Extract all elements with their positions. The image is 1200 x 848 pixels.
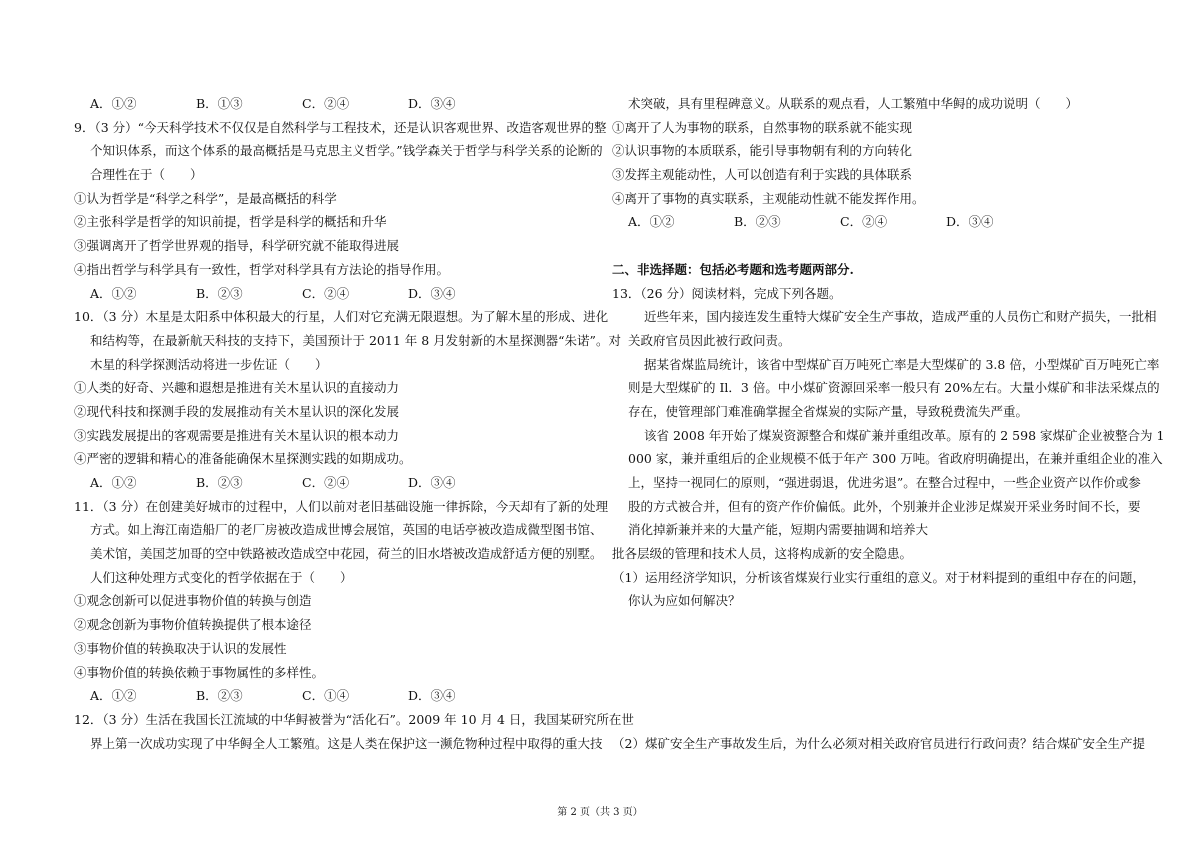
passage-line: 该省 2008 年开始了煤炭资源整合和煤矿兼并重组改革。原有的 2 598 家煤矿企业被整合为 1 bbox=[644, 427, 1165, 443]
option-a: A．①② bbox=[90, 688, 137, 704]
passage-line: 000 家，兼并重组后的企业规模不低于年产 300 万吨。省政府明确提出，在兼并重组企业的准入 bbox=[628, 451, 1163, 467]
option-b: B．②③ bbox=[196, 285, 243, 301]
passage-line: 关政府官员因此被行政问责。 bbox=[628, 332, 791, 348]
statement-item: ①观念创新可以促进事物价值的转换与创造 bbox=[74, 593, 312, 609]
question-stem-line: 12．（3 分）生活在我国长江流域的中华鲟被誉为“活化石”。2009 年 10 月 4 日，我国某研究所在世 bbox=[74, 711, 634, 727]
statement-item: ②现代科技和探测手段的发展推动有关木星认识的深化发展 bbox=[74, 403, 400, 419]
question-stem-line: 美术馆，美国芝加哥的空中铁路被改造成空中花园，荷兰的旧水塔被改造成舒适方便的别墅。 bbox=[90, 546, 603, 562]
right-column bbox=[612, 92, 1165, 755]
sub-question-1: （1）运用经济学知识，分析该省煤炭行业实行重组的意义。对于材料提到的重组中存在的问题， bbox=[612, 569, 1145, 585]
question-13-header: 13．（26 分）阅读材料，完成下列各题。 bbox=[612, 285, 842, 301]
statement-item: ④事物价值的转换依赖于事物属性的多样性。 bbox=[74, 664, 325, 680]
passage-line: 存在，使管理部门难准确掌握全省煤炭的实际产量，导致税费流失严重。 bbox=[628, 403, 1029, 419]
option-c: C．②④ bbox=[302, 96, 350, 111]
q10-options bbox=[74, 471, 602, 495]
passage-line: 消化掉新兼并来的大量产能，短期内需要抽调和培养大 bbox=[628, 522, 929, 538]
question-stem-line: 界上第一次成功实现了中华鲟全人工繁殖。这是人类在保护这一濒危物种过程中取得的重大技 bbox=[90, 735, 603, 751]
option-b: B．①③ bbox=[196, 96, 243, 111]
sub-question-1-cont: 你认为应如何解决？ bbox=[628, 593, 741, 609]
option-d: D．③④ bbox=[408, 688, 456, 704]
statement-item: ③事物价值的转换取决于认识的发展性 bbox=[74, 640, 287, 656]
sub-question-2: （2）煤矿安全生产事故发生后，为什么必须对相关政府官员进行行政问责？结合煤矿安全生产提 bbox=[612, 735, 1145, 751]
statement-item: ②观念创新为事物价值转换提供了根本途径 bbox=[74, 617, 312, 633]
section-heading: 二、非选择题：包括必考题和选考题两部分. bbox=[612, 261, 854, 277]
question-stem-line: 和结构等，在最新航天科技的支持下，美国预计于 2011 年 8 月发射新的木星探测器“朱诺”。对 bbox=[90, 332, 621, 348]
question-stem-line: 人们这种处理方式变化的哲学依据在于（ ） bbox=[90, 569, 353, 585]
question-stem-line: 9．（3 分）“今天科学技术不仅仅是自然科学与工程技术，还是认识客观世界、改造客观世界的整 bbox=[74, 119, 607, 135]
statement-item: ②主张科学是哲学的知识前提，哲学是科学的概括和升华 bbox=[74, 214, 387, 230]
option-c: C．②④ bbox=[302, 475, 350, 490]
answer-space bbox=[612, 661, 1134, 685]
answer-space bbox=[612, 708, 1134, 732]
question-9 bbox=[74, 116, 607, 306]
q11-options bbox=[74, 684, 602, 708]
question-stem-line: 方式。如上海江南造船厂的老厂房被改造成世博会展馆，英国的电话亭被改造成微型图书馆、 bbox=[90, 522, 603, 538]
option-c: C．②④ bbox=[840, 214, 888, 230]
question-12 bbox=[74, 708, 634, 755]
statement-item: ③实践发展提出的客观需要是推进有关木星认识的根本动力 bbox=[74, 427, 400, 443]
question-stem-line: 木星的科学探测活动将进一步佐证（ ） bbox=[90, 356, 328, 372]
statement-item: ②认识事物的本质联系，能引导事物朝有利的方向转化 bbox=[612, 143, 913, 159]
passage-line: 批各层级的管理和技术人员，这将构成新的安全隐患。 bbox=[612, 546, 913, 562]
spacer bbox=[612, 234, 1134, 258]
question-stem-line: 术突破，具有里程碑意义。从联系的观点看，人工繁殖中华鲟的成功说明（ ） bbox=[628, 96, 1079, 111]
passage-line: 则是大型煤矿的 Il．3 倍。中小煤矿资源回采率一般只有 20%左右。大量小煤矿和非法采煤点的 bbox=[628, 380, 1160, 396]
question-stem-line: 10．（3 分）木星是太阳系中体积最大的行星，人们对它充满无限遐想。为了解木星的形成、进化 bbox=[74, 309, 609, 325]
passage-line: 股的方式被合并，但有的资产作价偏低。此外，个别兼并企业涉足煤炭开采业务时间不长，要 bbox=[628, 498, 1141, 514]
option-c: C．①④ bbox=[302, 688, 350, 704]
option-a: A．①② bbox=[90, 475, 137, 490]
answer-space bbox=[612, 637, 1134, 661]
question-stem-line: 11．（3 分）在创建美好城市的过程中，人们以前对老旧基础设施一律拆除，今天却有了新的处理 bbox=[74, 498, 609, 514]
passage-line: 近些年来，国内接连发生重特大煤矿安全生产事故，造成严重的人员伤亡和财产损失，一批相 bbox=[644, 309, 1157, 325]
q8-options bbox=[74, 92, 602, 116]
question-10 bbox=[74, 305, 621, 495]
statement-item: ①离开了人为事物的联系，自然事物的联系就不能实现 bbox=[612, 119, 913, 135]
option-d: D．③④ bbox=[946, 214, 994, 230]
answer-space bbox=[612, 684, 1134, 708]
option-a: A．①② bbox=[90, 285, 137, 301]
statement-item: ④严密的逻辑和精心的准备能确保木星探测实践的如期成功。 bbox=[74, 451, 412, 467]
option-b: B．②③ bbox=[734, 214, 781, 230]
statement-item: ③发挥主观能动性，人可以创造有利于实践的具体联系 bbox=[612, 167, 913, 183]
option-d: D．③④ bbox=[408, 96, 456, 111]
option-d: D．③④ bbox=[408, 475, 456, 490]
question-stem-line: 个知识体系，而这个体系的最高概括是马克思主义哲学。”钱学森关于哲学与科学关系的论断的 bbox=[90, 143, 603, 159]
statement-item: ③强调离开了哲学世界观的指导，科学研究就不能取得进展 bbox=[74, 238, 400, 254]
passage-line: 上，坚持一视同仁的原则，“强进弱退，优进劣退”。在整合过程中，一些企业资产以作价或参 bbox=[628, 475, 1141, 490]
option-a: A．①② bbox=[90, 96, 137, 111]
left-column bbox=[74, 92, 634, 755]
option-b: B．②③ bbox=[196, 475, 243, 490]
option-d: D．③④ bbox=[408, 285, 456, 301]
passage-line: 据某省煤监局统计，该省中型煤矿百万吨死亡率是大型煤矿的 3.8 倍，小型煤矿百万吨死亡率 bbox=[644, 356, 1160, 372]
statement-item: ④离开了事物的真实联系，主观能动性就不能发挥作用。 bbox=[612, 190, 925, 206]
q9-options bbox=[74, 282, 602, 306]
statement-item: ①人类的好奇、兴趣和遐想是推进有关木星认识的直接动力 bbox=[74, 380, 400, 396]
question-11 bbox=[74, 495, 609, 708]
q12-options bbox=[612, 210, 1134, 234]
answer-space bbox=[612, 613, 1134, 637]
question-stem-line: 合理性在于（ ） bbox=[90, 167, 203, 183]
page-footer: 第 2 页（共 3 页） bbox=[557, 807, 643, 818]
option-c: C．②④ bbox=[302, 285, 350, 301]
option-b: B．②③ bbox=[196, 688, 243, 704]
statement-item: ①认为哲学是“科学之科学”，是最高概括的科学 bbox=[74, 190, 337, 206]
option-a: A．①② bbox=[628, 214, 675, 230]
statement-item: ④指出哲学与科学具有一致性，哲学对科学具有方法论的指导作用。 bbox=[74, 261, 450, 277]
